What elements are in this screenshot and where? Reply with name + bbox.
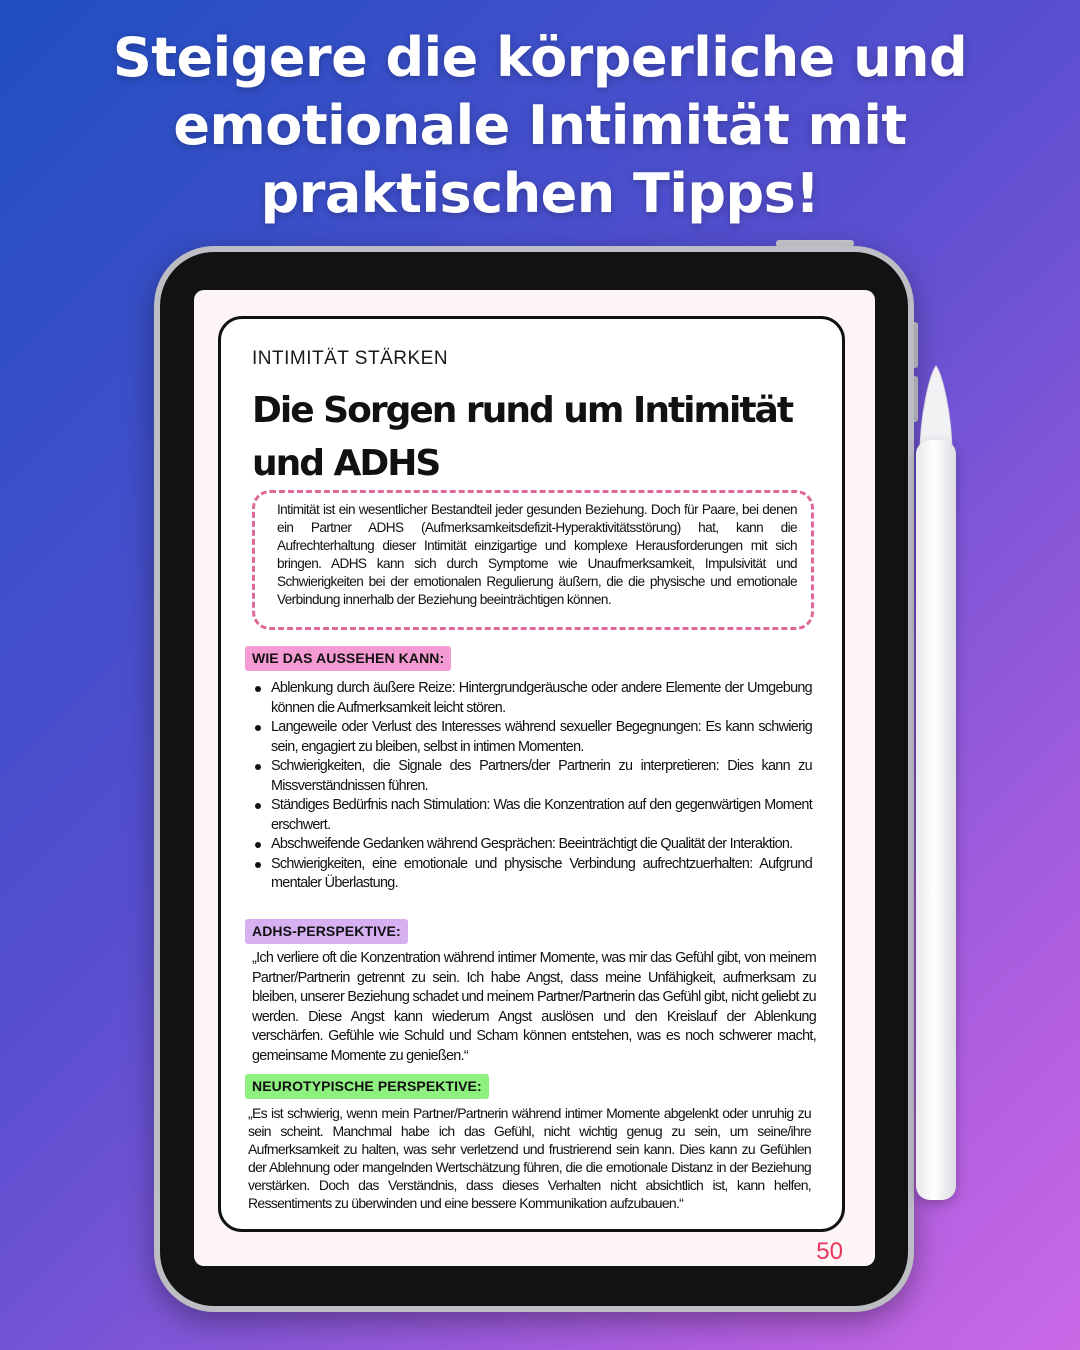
list-item: Schwierigkeiten, die Signale des Partners/der Partnerin zu interpretieren: Dies kann zu Missverständnissen führen. <box>252 757 812 796</box>
ebook-page <box>194 290 875 1266</box>
headline-line-3: praktischen Tipps! <box>260 162 820 225</box>
list-item: Langeweile oder Verlust des Interesses während sexueller Begegnungen: Es kann schwierig sein, engagiert zu bleiben, selbst in intimen Momenten. <box>252 718 812 757</box>
headline <box>0 24 1080 228</box>
list-item: Abschweifende Gedanken während Gesprächen: Beeinträchtigt die Qualität der Interaktion. <box>252 835 812 855</box>
section-label-neurotypical: NEUROTYPISCHE PERSPEKTIVE: <box>245 1074 489 1099</box>
intro-box <box>252 490 814 630</box>
list-item: Schwierigkeiten, eine emotionale und physische Verbindung aufrechtzuerhalten: Aufgrund mentaler Überlastung. <box>252 855 812 894</box>
section-kicker: INTIMITÄT STÄRKEN <box>252 348 449 369</box>
adhs-quote: „Ich verliere oft die Konzentration während intimer Momente, was mir das Gefühl gibt, von meinem Partner/Partnerin getrennt zu sein. Ich habe Angst, dass meine Unfähigkeit, aufmerksam zu bleiben, unserer Beziehung schadet und meinem Partner/Partnerin das Gefühl gibt, nicht geliebt zu werden. Diese Angst kann wiederum Angst auslösen und den Kreislauf der Ablenkung verschärfen. Gefühle wie Schuld und Scham können entstehen, was es noch schwerer macht, gemeinsame Momente zu genießen.“ <box>252 950 816 1064</box>
headline-line-1: Steigere die körperliche und <box>112 26 968 89</box>
list-item: Ständiges Bedürfnis nach Stimulation: Was die Konzentration auf den gegenwärtigen Moment erschwert. <box>252 796 812 835</box>
page-number: 50 <box>816 1238 843 1265</box>
section-label-adhs: ADHS-PERSPEKTIVE: <box>245 919 408 944</box>
headline-line-2: emotionale Intimität mit <box>173 94 907 157</box>
neurotypical-quote: „Es ist schwierig, wenn mein Partner/Partnerin während intimer Momente abgelenkt oder unruhig zu sein scheint. Manchmal habe ich das Gefühl, nicht wichtig genug zu sein, um seine/ihre Aufmerksamkeit zu halten, was sehr verletzend und frustrierend sein kann. Dies kann zu Gefühlen der Ablehnung oder mangelnden Wertschätzung führen, die die emotionale Distanz in der Beziehung verstärken. Doch das Verständnis, dass dieses Verhalten nicht absichtlich ist, kann helfen, Ressentiments zu überwinden und eine bessere Kommunikation aufzubauen.“ <box>248 1105 811 1211</box>
list-item: Ablenkung durch äußere Reize: Hintergrundgeräusche oder andere Elemente der Umgebung können die Aufmerksamkeit leicht stören. <box>252 679 812 718</box>
page-title: Die Sorgen rund um Intimität und ADHS <box>252 390 793 484</box>
symptom-list <box>252 679 812 894</box>
stylus-pencil <box>916 440 956 1200</box>
section-label-symptoms: WIE DAS AUSSEHEN KANN: <box>245 646 451 671</box>
intro-text: Intimität ist ein wesentlicher Bestandteil jeder gesunden Beziehung. Doch für Paare, bei denen ein Partner ADHS (Aufmerksamkeitsdefizit-Hyperaktivitätsstörung) hat, kann die Aufrechterhaltung dieser Intimität einzigartige und komplexe Herausforderungen mit sich bringen. ADHS kann sich durch Symptome wie Unaufmerksamkeit, Impulsivität und Schwierigkeiten bei der emotionalen Regulierung äußern, die die physische und emotionale Verbindung innerhalb der Beziehung beeinträchtigen können. <box>277 502 797 607</box>
